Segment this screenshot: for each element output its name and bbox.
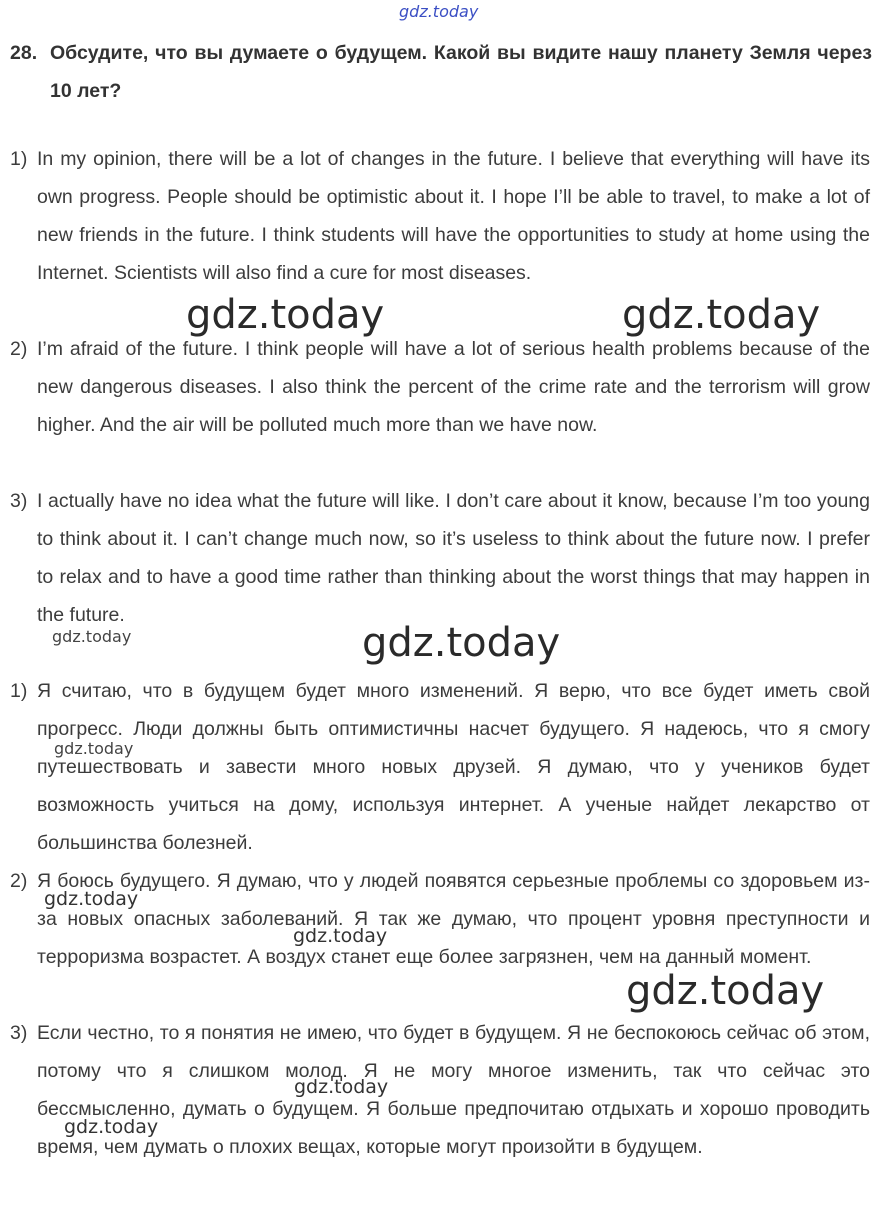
russian-answer-1-number: 1) (10, 680, 28, 702)
english-answer-1-number: 1) (10, 148, 28, 170)
english-answer-3 (10, 482, 870, 634)
russian-answer-2 (10, 862, 870, 976)
english-answer-3-number: 3) (10, 490, 28, 512)
watermark-7: gdz.today (44, 888, 139, 910)
english-answer-2-text: I’m afraid of the future. I think people will have a lot of serious health problems because of the new dangerous diseases. I also think the percent of the crime rate and the terrorism will grow higher. And the air will be polluted much more than we have now. (37, 338, 870, 436)
watermark-8: gdz.today (293, 925, 388, 947)
watermark-1: gdz.today (186, 292, 385, 338)
english-answer-1 (10, 140, 870, 292)
watermark-top: gdz.today (399, 2, 479, 21)
question-number: 28. (10, 42, 38, 64)
question-heading (10, 34, 872, 110)
watermark-4: gdz.today (626, 968, 825, 1014)
russian-answer-3-number: 3) (10, 1022, 28, 1044)
watermark-6: gdz.today (54, 739, 134, 758)
russian-answer-2-number: 2) (10, 870, 28, 892)
russian-answer-3-text: Если честно, то я понятия не имею, что будет в будущем. Я не беспокоюсь сейчас об этом, потому что я слишком молод. Я не могу многое изменить, так что сейчас это бессмысленно, думать о будущем. Я больше предпочитаю отдыхать и хорошо проводить время, чем думать о плохих вещах, которые могут произойти в будущем. (37, 1022, 870, 1158)
watermark-3: gdz.today (362, 620, 561, 666)
russian-answer-1 (10, 672, 870, 862)
russian-answer-1-text: Я считаю, что в будущем будет много изменений. Я верю, что все будет иметь свой прогресс. Люди должны быть оптимистичны насчет будущего. Я надеюсь, что я смогу путешествовать и завести много новых друзей. Я думаю, что у учеников будет возможность учиться на дому, используя интернет. А ученые найдет лекарство от большинства болезней. (37, 680, 870, 854)
russian-answer-2-text: Я боюсь будущего. Я думаю, что у людей появятся серьезные проблемы со здоровьем из-за новых опасных заболеваний. Я так же думаю, что процент уровня преступности и терроризма возрастет. А воздух станет еще более загрязнен, чем на данный момент. (37, 870, 870, 968)
watermark-2: gdz.today (622, 292, 821, 338)
english-answer-2 (10, 330, 870, 444)
watermark-9: gdz.today (294, 1076, 389, 1098)
english-answer-3-text: I actually have no idea what the future will like. I don’t care about it know, because I’m too young to think about it. I can’t change much now, so it’s useless to think about the future now. I prefer to relax and to have a good time rather than thinking about the worst things that may happen in the future. (37, 490, 870, 626)
english-answer-2-number: 2) (10, 338, 28, 360)
watermark-10: gdz.today (64, 1116, 159, 1138)
question-text: Обсудите, что вы думаете о будущем. Какой вы видите нашу планету Земля через 10 лет? (50, 42, 872, 102)
english-answer-1-text: In my opinion, there will be a lot of changes in the future. I believe that everything will have its own progress. People should be optimistic about it. I hope I’ll be able to travel, to make a lot of new friends in the future. I think students will have the opportunities to study at home using the Internet. Scientists will also find a cure for most diseases. (37, 148, 870, 284)
watermark-5: gdz.today (52, 627, 132, 646)
russian-answer-3 (10, 1014, 870, 1166)
